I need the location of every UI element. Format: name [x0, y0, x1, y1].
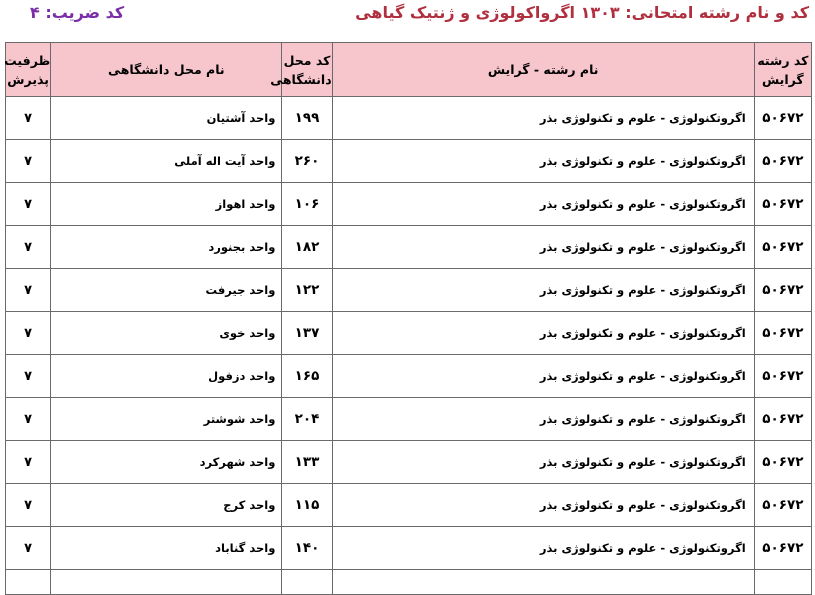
capacity-cell: ۷	[6, 398, 51, 441]
field-name-cell: اگروتکنولوژی - علوم و تکنولوژی بذر	[332, 355, 754, 398]
field-name-cell: اگروتکنولوژی - علوم و تکنولوژی بذر	[332, 312, 754, 355]
capacity-cell: ۷	[6, 355, 51, 398]
field-name-cell: اگروتکنولوژی - علوم و تکنولوژی بذر	[332, 441, 754, 484]
field-code-cell	[754, 570, 811, 595]
field-code-cell: ۵۰۶۷۲	[754, 527, 811, 570]
university-code-cell: ۱۲۲	[282, 269, 332, 312]
university-code-cell: ۱۳۷	[282, 312, 332, 355]
field-name-cell: اگروتکنولوژی - علوم و تکنولوژی بذر	[332, 140, 754, 183]
table-row	[6, 312, 812, 355]
university-name-cell	[51, 570, 282, 595]
field-code-cell: ۵۰۶۷۲	[754, 226, 811, 269]
capacity-cell: ۷	[6, 312, 51, 355]
table-row	[6, 226, 812, 269]
field-name-cell: اگروتکنولوژی - علوم و تکنولوژی بذر	[332, 226, 754, 269]
table-header-row	[6, 43, 812, 97]
university-name-cell: واحد شهرکرد	[51, 441, 282, 484]
capacity-cell: ۷	[6, 527, 51, 570]
university-code-cell: ۱۳۳	[282, 441, 332, 484]
university-name-cell: واحد اهواز	[51, 183, 282, 226]
table-row	[6, 527, 812, 570]
header-university-name: نام محل دانشگاهی	[51, 43, 282, 97]
university-name-cell: واحد بجنورد	[51, 226, 282, 269]
capacity-cell: ۷	[6, 97, 51, 140]
page-header	[0, 0, 815, 32]
header-university-code: کد محل دانشگاهی	[282, 43, 332, 97]
field-name-cell: اگروتکنولوژی - علوم و تکنولوژی بذر	[332, 527, 754, 570]
field-code-cell: ۵۰۶۷۲	[754, 97, 811, 140]
field-code-cell: ۵۰۶۷۲	[754, 269, 811, 312]
university-code-cell: ۱۴۰	[282, 527, 332, 570]
university-code-cell	[282, 570, 332, 595]
field-name-cell: اگروتکنولوژی - علوم و تکنولوژی بذر	[332, 269, 754, 312]
field-name-cell: اگروتکنولوژی - علوم و تکنولوژی بذر	[332, 398, 754, 441]
university-code-cell: ۱۰۶	[282, 183, 332, 226]
capacity-cell	[6, 570, 51, 595]
coefficient-code: کد ضریب: ۴	[30, 3, 125, 22]
table-row	[6, 441, 812, 484]
header-field-code: کد رشته گرایش	[754, 43, 811, 97]
table-row	[6, 183, 812, 226]
table-row	[6, 570, 812, 595]
table-row	[6, 97, 812, 140]
capacity-cell: ۷	[6, 183, 51, 226]
field-code-cell: ۵۰۶۷۲	[754, 484, 811, 527]
university-code-cell: ۲۰۴	[282, 398, 332, 441]
university-code-cell: ۱۸۲	[282, 226, 332, 269]
field-code-cell: ۵۰۶۷۲	[754, 312, 811, 355]
field-code-cell: ۵۰۶۷۲	[754, 441, 811, 484]
table-row	[6, 269, 812, 312]
university-code-cell: ۱۹۹	[282, 97, 332, 140]
header-capacity: ظرفیت پذیرش	[6, 43, 51, 97]
university-code-cell: ۱۶۵	[282, 355, 332, 398]
table-row	[6, 140, 812, 183]
field-code-cell: ۵۰۶۷۲	[754, 140, 811, 183]
capacity-cell: ۷	[6, 269, 51, 312]
university-name-cell: واحد کرج	[51, 484, 282, 527]
exam-title: کد و نام رشته امتحانی: ۱۳۰۳ اگرواکولوژی و ژنتیک گیاهی	[355, 3, 809, 22]
table-row	[6, 355, 812, 398]
university-name-cell: واحد گناباد	[51, 527, 282, 570]
university-name-cell: واحد دزفول	[51, 355, 282, 398]
university-name-cell: واحد جیرفت	[51, 269, 282, 312]
field-code-cell: ۵۰۶۷۲	[754, 183, 811, 226]
capacity-cell: ۷	[6, 226, 51, 269]
university-code-cell: ۱۱۵	[282, 484, 332, 527]
table-row	[6, 484, 812, 527]
university-name-cell: واحد آیت اله آملی	[51, 140, 282, 183]
university-name-cell: واحد آشتیان	[51, 97, 282, 140]
university-code-cell: ۲۶۰	[282, 140, 332, 183]
programs-table	[5, 42, 812, 595]
capacity-cell: ۷	[6, 484, 51, 527]
header-field-name: نام رشته - گرایش	[332, 43, 754, 97]
field-name-cell	[332, 570, 754, 595]
field-code-cell: ۵۰۶۷۲	[754, 355, 811, 398]
capacity-cell: ۷	[6, 441, 51, 484]
field-name-cell: اگروتکنولوژی - علوم و تکنولوژی بذر	[332, 484, 754, 527]
capacity-cell: ۷	[6, 140, 51, 183]
table-row	[6, 398, 812, 441]
field-name-cell: اگروتکنولوژی - علوم و تکنولوژی بذر	[332, 97, 754, 140]
university-name-cell: واحد خوی	[51, 312, 282, 355]
field-name-cell: اگروتکنولوژی - علوم و تکنولوژی بذر	[332, 183, 754, 226]
university-name-cell: واحد شوشتر	[51, 398, 282, 441]
field-code-cell: ۵۰۶۷۲	[754, 398, 811, 441]
